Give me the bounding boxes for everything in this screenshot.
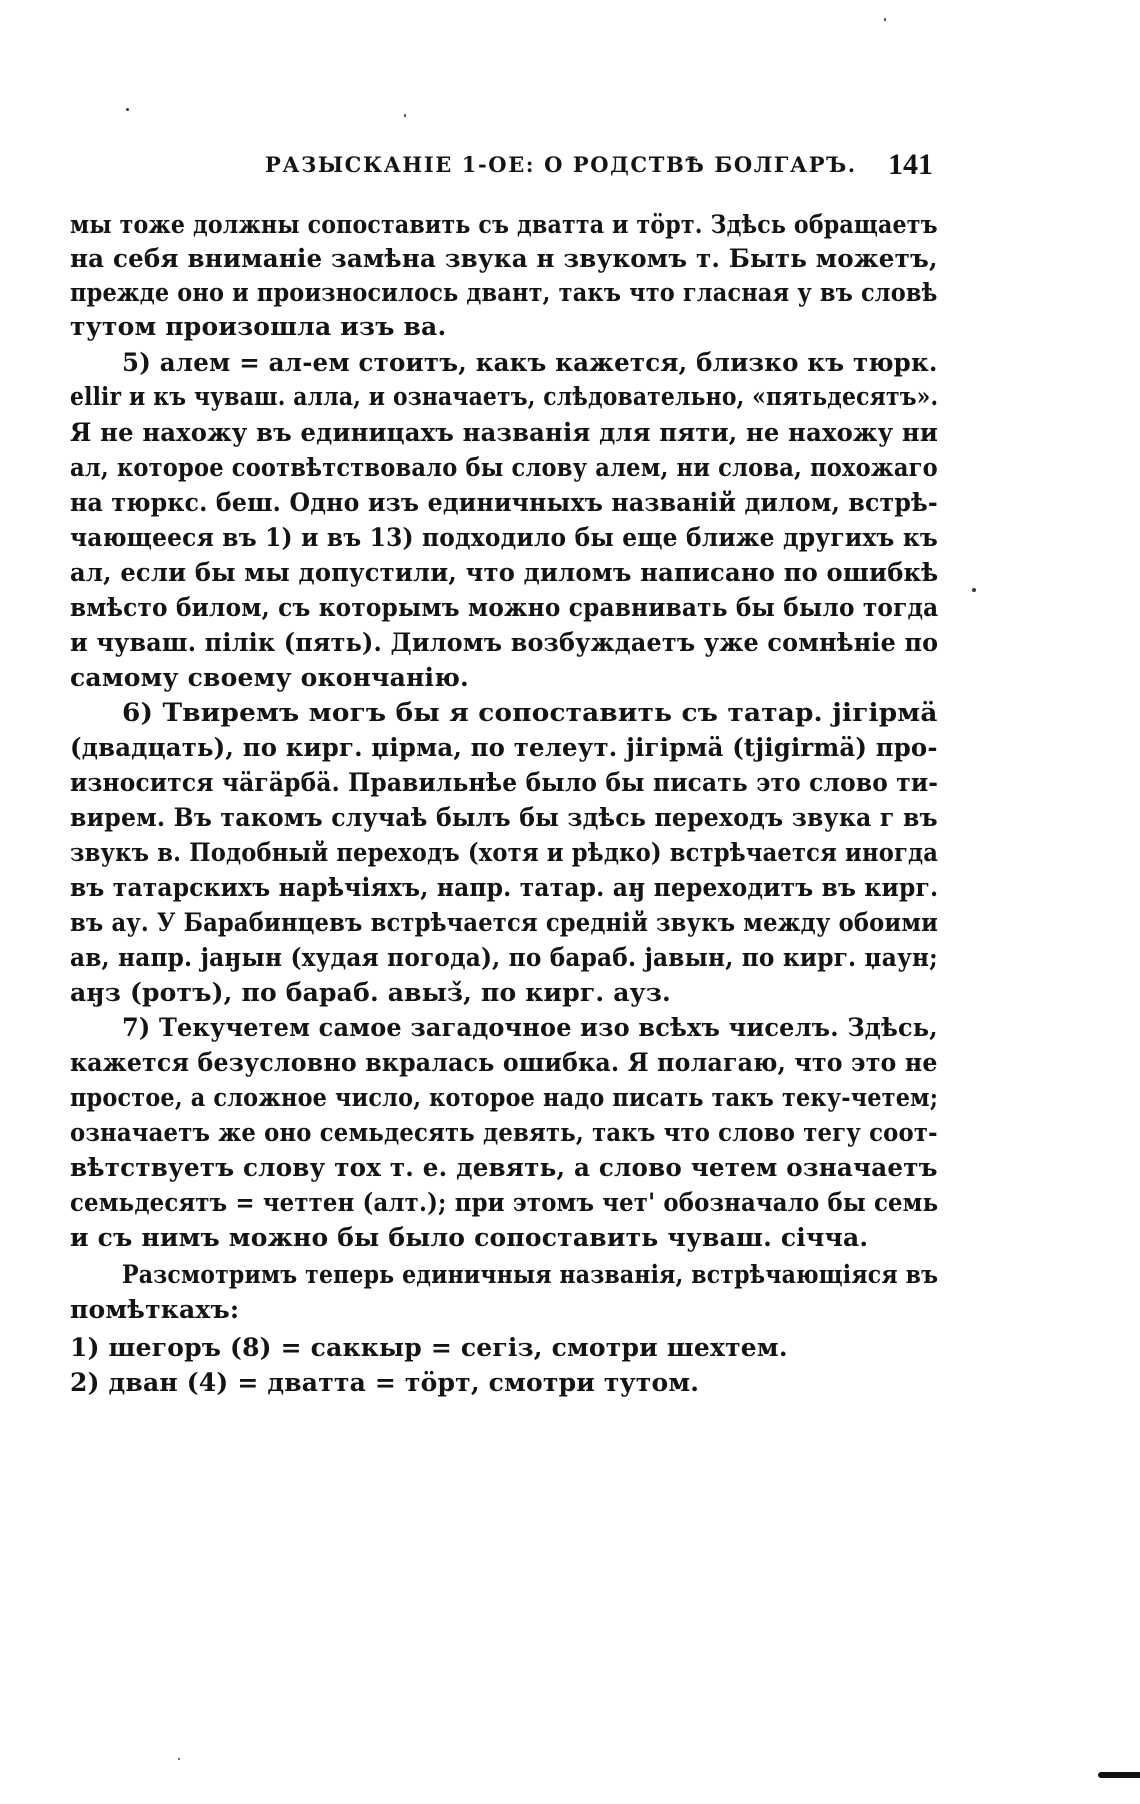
text-line: 6) Твиремъ могъ бы я сопоставить съ татар. jiгiрмä (122, 698, 938, 727)
text-line: 1) шегоръ (8) = саккыр = сегiз, смотри шехтем. (70, 1333, 788, 1362)
text-line: на тюркс. беш. Одно изъ единичныхъ названій дилом, встрѣ- (70, 488, 938, 517)
text-line: 2) дван (4) = дватта = тöрт, смотри тутом. (70, 1368, 700, 1397)
text-line: на себя вниманіе замѣна звука н звукомъ т. Быть можетъ, (70, 244, 938, 273)
text-line: ав, напр. jаӈын (худая погода), по бараб. jавын, по кирг. џаун; (70, 943, 938, 972)
text-line: въ татарскихъ нарѣчіяхъ, напр. татар. аӈ переходитъ въ кирг. (70, 873, 939, 902)
text-line: вѣтствуетъ слову тох т. е. девять, а слово четем означаетъ (70, 1153, 938, 1182)
text-line: (двадцать), по кирг. џiрма, по телеут. jiгiрмä (tjigirmä) про- (70, 733, 938, 762)
text-line: ал, если бы мы допустили, что диломъ написано по ошибкѣ (70, 558, 939, 587)
text-line: Я не нахожу въ единицахъ названія для пяти, не нахожу ни (70, 418, 938, 447)
scan-speck (972, 588, 976, 592)
scan-edge-mark (1098, 1772, 1140, 1778)
text-line: тутом произошла изъ ва. (70, 312, 447, 341)
text-line: аӈз (ротъ), по бараб. авыз̌, по кирг. ауз. (70, 978, 671, 1007)
text-line: простое, а сложное число, которое надо писать такъ теку-четем; (70, 1083, 939, 1112)
text-line: семьдесятъ = четтен (алт.); при этомъ чет' обозначало бы семь (70, 1188, 939, 1217)
running-head: РАЗЫСКАНIЕ 1-ОЕ: О РОДСТВѢ БОЛГАРЪ. (265, 152, 857, 177)
text-line: вмѣсто билом, съ которымъ можно сравнивать бы было тогда (70, 593, 939, 622)
text-line: самому своему окончанію. (70, 663, 469, 692)
text-line: ал, которое соотвѣтствовало бы слову алем, ни слова, похожаго (70, 453, 938, 482)
scan-speck (178, 1758, 180, 1760)
text-line: прежде оно и произносилось двант, такъ что гласная у въ словѣ (70, 278, 938, 307)
scan-speck (404, 114, 406, 117)
text-line: чающееся въ 1) и въ 13) подходило бы еще ближе другихъ къ (70, 523, 938, 552)
text-line: 5) алем = ал-ем стоитъ, какъ кажется, близко къ тюрк. (122, 348, 938, 377)
text-line: въ ау. У Барабинцевъ встрѣчается средній звукъ между обоими (70, 908, 939, 937)
page-header (265, 148, 933, 188)
text-line: звукъ в. Подобный переходъ (хотя и рѣдко) встрѣчается иногда (70, 838, 939, 867)
text-line: вирем. Въ такомъ случаѣ былъ бы здѣсь переходъ звука г въ (70, 803, 938, 832)
text-line: Разсмотримъ теперь единичныя названія, встрѣчающіяся въ (122, 1260, 939, 1289)
text-line: мы тоже должны сопоставить съ дватта и тöрт. Здѣсь обращаетъ (70, 210, 938, 239)
text-line: кажется безусловно вкралась ошибка. Я полагаю, что это не (70, 1048, 938, 1077)
text-line: помѣткахъ: (70, 1295, 240, 1324)
text-line: износится чäгäрбä. Правильнѣе было бы писать это слово ти- (70, 768, 939, 797)
text-line: и чуваш. пiлiк (пять). Диломъ возбуждаетъ уже сомнѣніе по (70, 628, 939, 657)
text-line: означаетъ же оно семьдесять девять, такъ что слово тегу соот- (70, 1118, 938, 1147)
scan-speck (126, 108, 129, 111)
page-number: 141 (888, 148, 933, 181)
scan-speck (884, 18, 886, 21)
text-line: и съ нимъ можно бы было сопоставить чуваш. сiчча. (70, 1223, 869, 1252)
text-line: 7) Текучетем самое загадочное изо всѣхъ чиселъ. Здѣсь, (122, 1013, 938, 1042)
text-line: ellir и къ чуваш. алла, и означаетъ, слѣдовательно, «пятьдесятъ». (70, 382, 939, 411)
